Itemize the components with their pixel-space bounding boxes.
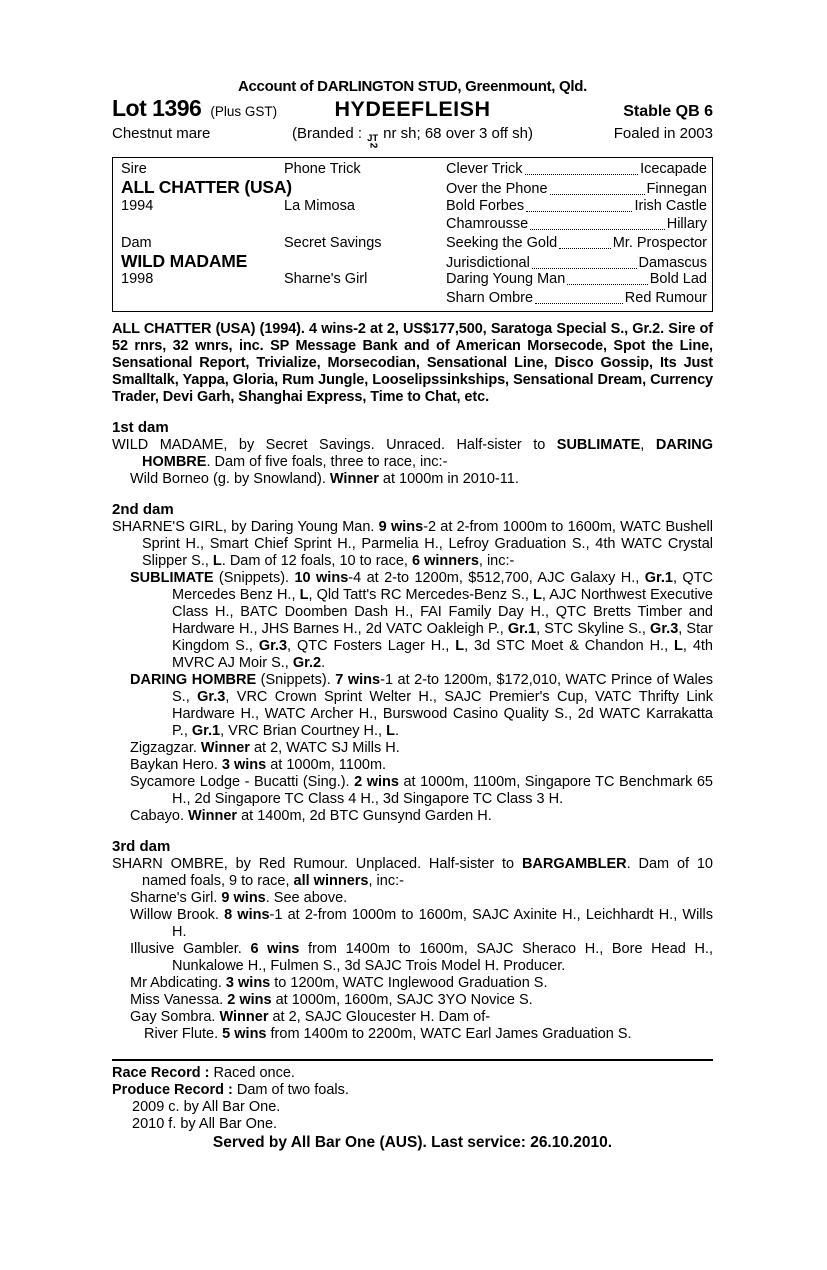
progeny-baykan-hero: Baykan Hero. 3 wins at 1000m, 1100m. [130, 757, 387, 774]
sire-summary: ALL CHATTER (USA) (1994). 4 wins-2 at 2, US$177,500, Saratoga Special S., Gr.2. Sire of 52 rnrs, 32 wnrs, inc. SP Message Bank and of American Morsecode, Spot the Line, Sensational Report, Trivialize, Morsecodian, Sensational Line, Disco Gossip, Its Just Smalltalk, Yappa, Gloria, Rum Jungle, Looselipssinkships, Sensational Dream, Currency Trader, Devi Garh, Shanghai Express, Time to Chat, etc. [112, 321, 713, 406]
brand-bottom: 2 [367, 142, 379, 149]
dam-label: Dam [121, 234, 152, 251]
dot-leader [528, 216, 667, 233]
dam-2-entry: SHARNE'S GIRL, by Daring Young Man. 9 wins-2 at 2-from 1000m to 1600m, WATC Bushell Sprint H., Smart Chief Sprint H., Parmelia H., Lefroy Graduation S., 4th WATC Crystal Slipper S., L. Dam of 12 foals, 10 to race, 6 winners, inc:- [112, 519, 713, 570]
sire-name: ALL CHATTER (USA) [121, 177, 292, 198]
catalogue-page [112, 78, 713, 1151]
heading-3rd-dam: 3rd dam [112, 838, 171, 856]
dot-leader [533, 290, 625, 307]
gen3-parent: Irish Castle [634, 197, 707, 214]
gen3-name: Bold Forbes [446, 197, 525, 214]
sire-label: Sire [121, 161, 147, 177]
gen3-name: Seeking the Gold [446, 234, 558, 251]
progeny-miss-vanessa: Miss Vanessa. 2 wins at 1000m, 1600m, SAJC 3YO Novice S. [130, 992, 533, 1009]
gen3-name: Clever Trick [446, 161, 523, 177]
dot-leader [557, 235, 612, 252]
pedigree-table [112, 157, 713, 312]
progeny-illusive-gambler: Illusive Gambler. 6 wins from 1400m to 1600m, SAJC Sheraco H., Bore Head H., Nunkalowe H., Fulmen S., 3d SAJC Trois Model H. Producer. [130, 941, 713, 975]
gen3-row [446, 198, 707, 215]
race-record-line: Race Record : Raced once. [112, 1065, 295, 1082]
progeny-zigzagzar: Zigzagzar. Winner at 2, WATC SJ Mills H. [130, 740, 400, 757]
gen3-name: Daring Young Man [446, 271, 566, 288]
dam-1-entry: WILD MADAME, by Secret Savings. Unraced. Half-sister to SUBLIMATE, DARING HOMBRE. Dam of five foals, three to race, inc:- [112, 437, 714, 471]
dam-sire: Secret Savings [284, 234, 382, 251]
progeny-river-flute: River Flute. 5 wins from 1400m to 2200m, WATC Earl James Graduation S. [144, 1026, 632, 1043]
brand-top: JT [367, 133, 379, 144]
gen3-row [446, 216, 707, 233]
gst-note: (Plus GST) [210, 104, 278, 119]
lot-left [112, 95, 278, 121]
gen3-row [446, 181, 707, 198]
gen3-parent: Mr. Prospector [612, 234, 707, 251]
gen3-parent: Bold Lad [649, 271, 707, 288]
dam-year: 1998 [121, 271, 154, 288]
gen3-parent: Hillary [666, 216, 707, 233]
dot-leader [524, 198, 634, 215]
record-divider [112, 1059, 713, 1061]
gen3-row [446, 290, 707, 307]
progeny-wild-borneo: Wild Borneo (g. by Snowland). Winner at 1000m in 2010-11. [130, 471, 519, 488]
progeny-sublimate: SUBLIMATE (Snippets). 10 wins-4 at 2-to 1200m, $512,700, AJC Galaxy H., Gr.1, QTC Mercedes Benz H., L, Qld Tatt's RC Mercedes-Benz S., L, AJC Northwest Executive Class H., BATC Doomben Dash H., FAI Family Day H., QTC Bretts Timber and Hardware H., JHS Barnes H., 2d VATC Oakleigh P., Gr.1, STC Skyline S., Gr.3, Star Kingdom S., Gr.3, QTC Fosters Lager H., L, 3d STC Moet & Chandon H., L, 4th MVRC AJ Moir S., Gr.2. [130, 570, 714, 672]
dot-leader [530, 255, 639, 272]
progeny-cabayo: Cabayo. Winner at 1400m, 2d BTC Gunsynd Garden H. [130, 808, 492, 825]
dam-name: WILD MADAME [121, 250, 248, 271]
heading-1st-dam: 1st dam [112, 419, 169, 437]
dot-leader [548, 181, 647, 198]
dot-leader [523, 161, 641, 178]
produce-2009: 2009 c. by All Bar One. [132, 1099, 281, 1116]
dot-leader [565, 271, 649, 288]
progeny-mr-abdicating: Mr Abdicating. 3 wins to 1200m, WATC Inglewood Graduation S. [130, 975, 548, 992]
progeny-willow-brook: Willow Brook. 8 wins-1 at 2-from 1000m to 1600m, SAJC Axinite H., Leichhardt H., Wills H. [130, 907, 713, 941]
dam-3-entry: SHARN OMBRE, by Red Rumour. Unplaced. Half-sister to BARGAMBLER. Dam of 10 named foals, 9 to race, all winners, inc:- [112, 856, 714, 890]
progeny-sycamore-lodge: Sycamore Lodge - Bucatti (Sing.). 2 wins at 1000m, 1100m, Singapore TC Benchmark 65 H., 2d Singapore TC Class 4 H., 3d Singapore TC Class 3 H. [130, 774, 713, 808]
progeny-daring-hombre: DARING HOMBRE (Snippets). 7 wins-1 at 2-to 1200m, $172,010, WATC Prince of Wales S., Gr.3, VRC Crown Sprint Welter H., SAJC Premier's Cup, VATC Thrifty Link Hardware H., WATC Archer H., Burswood Casino Quality S., 2d WATC Karrakatta P., Gr.1, VRC Brian Courtney H., L. [130, 672, 714, 740]
pedigree-text [112, 321, 713, 1043]
account-line: Account of DARLINGTON STUD, Greenmount, Qld. [237, 78, 588, 95]
stable-number: Stable QB 6 [623, 103, 713, 120]
produce-2010: 2010 f. by All Bar One. [132, 1116, 278, 1133]
progeny-sharnes-girl: Sharne's Girl. 9 wins. See above. [130, 890, 348, 907]
dam-dam: Sharne's Girl [284, 271, 368, 288]
produce-record-line: Produce Record : Dam of two foals. [112, 1082, 349, 1099]
colour-sex: Chestnut mare [112, 125, 211, 142]
gen3-row [446, 271, 707, 288]
sire-year: 1994 [121, 197, 154, 214]
sire-sire: Phone Trick [284, 161, 361, 177]
info-line [112, 125, 713, 149]
gen3-parent: Red Rumour [624, 289, 707, 306]
foaled-year: Foaled in 2003 [613, 125, 713, 142]
brand-description [292, 125, 533, 149]
brand-rest: nr sh; 68 over 3 off sh) [383, 125, 533, 142]
lot-line [112, 95, 713, 121]
gen3-row [446, 255, 707, 272]
brand-mark [367, 135, 378, 149]
gen3-name: Sharn Ombre [446, 289, 534, 306]
brand-open: (Branded : [292, 125, 363, 142]
progeny-gay-sombra: Gay Sombra. Winner at 2, SAJC Gloucester H. Dam of- [130, 1009, 491, 1026]
gen3-name: Chamrousse [446, 216, 529, 233]
lot-number: Lot 1396 [112, 95, 202, 121]
sire-dam: La Mimosa [284, 197, 355, 214]
gen3-parent: Finnegan [646, 181, 707, 198]
gen3-parent: Damascus [638, 254, 707, 271]
gen3-name: Over the Phone [446, 181, 548, 198]
gen3-parent: Icecapade [640, 161, 707, 177]
gen3-name: Jurisdictional [446, 254, 530, 271]
gen3-row [446, 235, 707, 252]
record-block [112, 1065, 713, 1151]
served-line: Served by All Bar One (AUS). Last service: 26.10.2010. [212, 1134, 613, 1152]
gen3-row [446, 161, 707, 178]
horse-name: HYDEEFLEISH [334, 97, 491, 121]
heading-2nd-dam: 2nd dam [112, 501, 174, 519]
